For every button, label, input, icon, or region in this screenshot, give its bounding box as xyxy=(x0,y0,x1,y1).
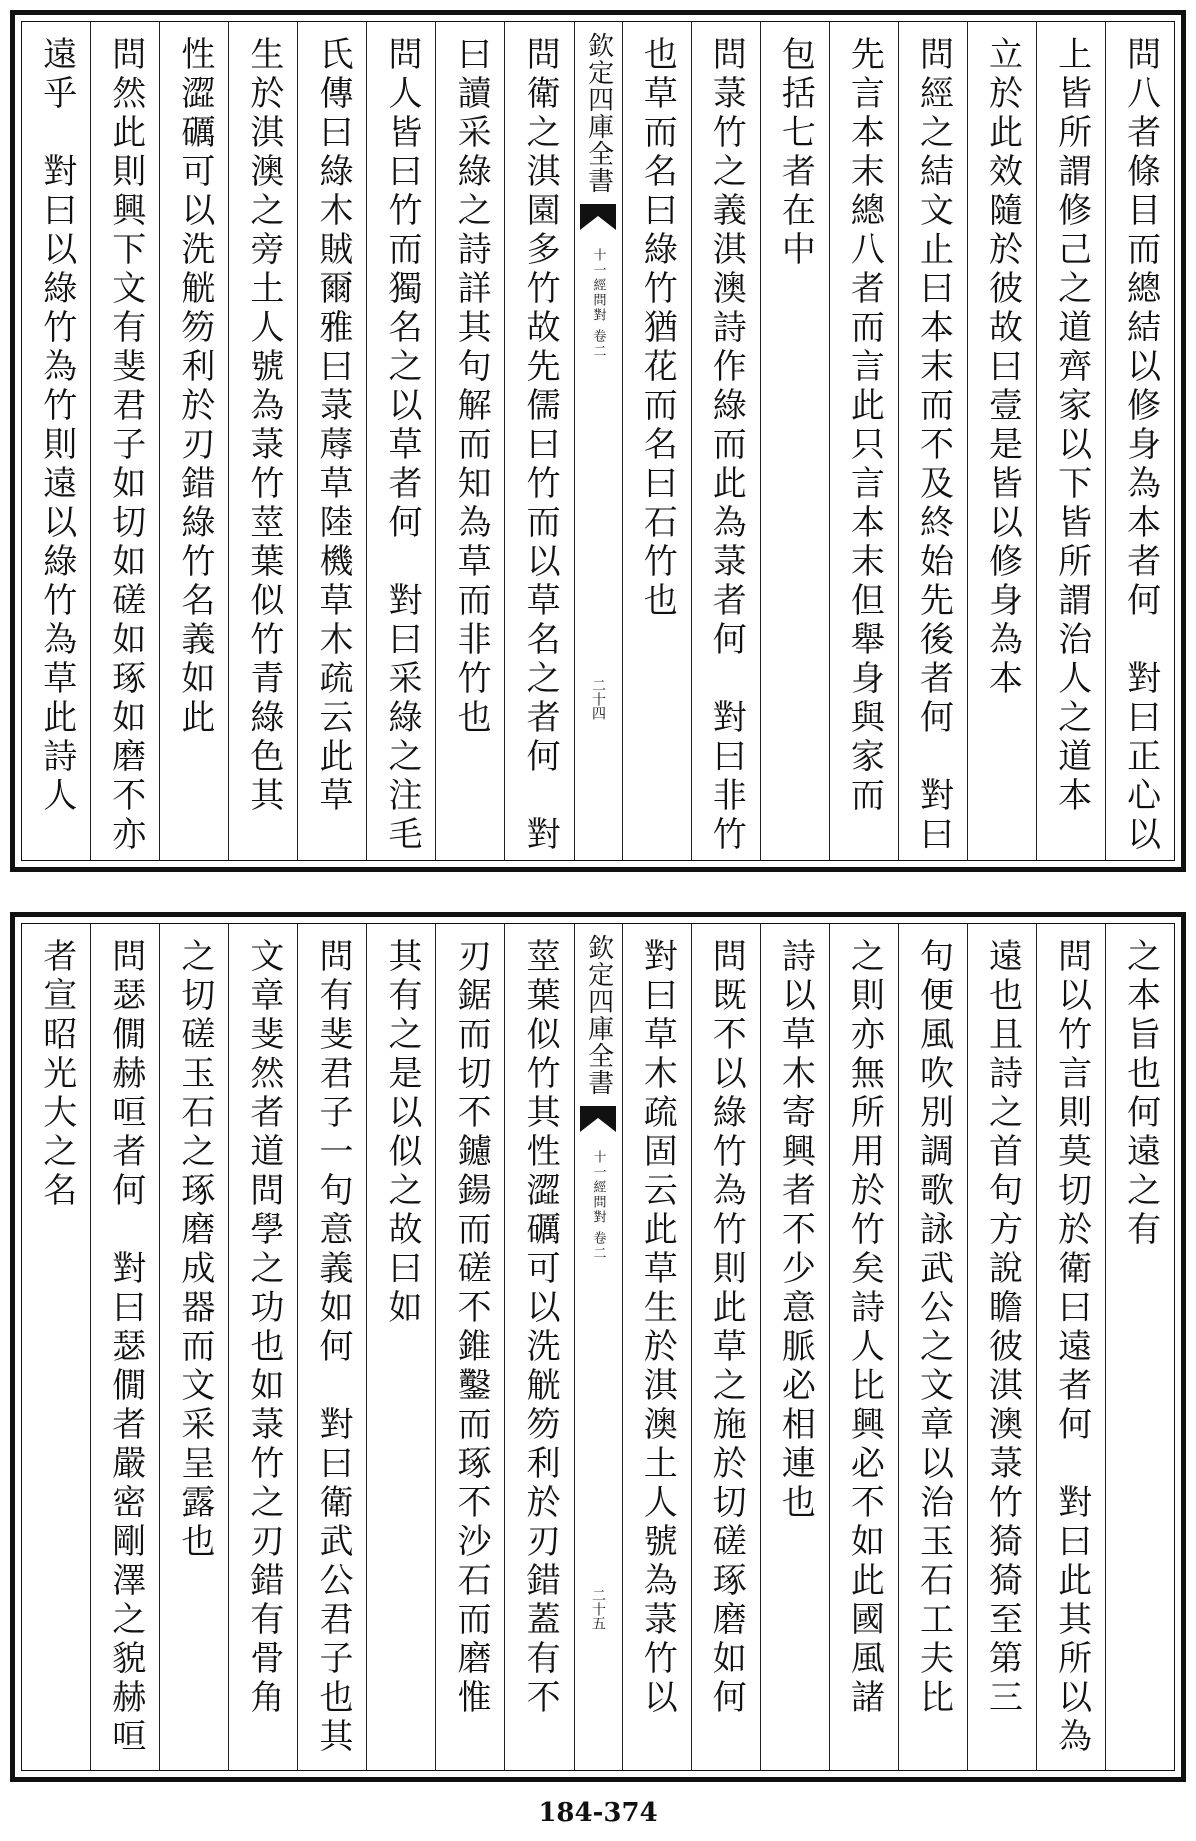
banner-meta: 十一經問對 卷二 xyxy=(590,1150,606,1262)
text-column: 問衛之淇園多竹故先儒曰竹而以草名之者何 對 xyxy=(504,22,573,860)
center-banner xyxy=(574,22,622,860)
text-column: 文章斐然者道問學之功也如菉竹之刃錯有骨角 xyxy=(228,924,297,1770)
center-banner xyxy=(574,924,622,1770)
text-column: 問人皆曰竹而獨名之以草者何 對曰采綠之注毛 xyxy=(366,22,435,860)
text-column: 問菉竹之義淇澳詩作綠而此為菉者何 對曰非竹 xyxy=(691,22,760,860)
text-column: 遠乎 對曰以綠竹為竹則遠以綠竹為草此詩人 xyxy=(36,36,77,816)
text-column: 問八者條目而總結以修身為本者何 對曰正心以 xyxy=(1105,22,1174,860)
text-column: 立於此效隨於彼故曰壹是皆以修身為本 xyxy=(967,22,1036,860)
text-column: 問然此則興下文有斐君子如切如磋如琢如磨不亦 xyxy=(90,22,159,860)
text-column: 氏傳曰綠木賊爾雅曰菉蓐草陸機草木疏云此草 xyxy=(297,22,366,860)
text-column: 句便風吹別調歌詠武公之文章以治玉石工夫比 xyxy=(898,924,967,1770)
text-column: 刃鋸而切不鑢鍚而磋不錐鑿而琢不沙石而磨惟 xyxy=(435,924,504,1770)
folio-number: 二十五 xyxy=(590,1588,606,1630)
text-column: 也草而名曰綠竹猶花而名曰石竹也 xyxy=(622,22,691,860)
text-column: 其有之是以似之故曰如 xyxy=(366,924,435,1770)
text-column: 之切磋玉石之琢磨成器而文采呈露也 xyxy=(159,924,228,1770)
text-column: 性澀礪可以洗觥笏利於刃錯綠竹名義如此 xyxy=(159,22,228,860)
text-column: 生於淇澳之旁土人號為菉竹莖葉似竹青綠色其 xyxy=(228,22,297,860)
text-column: 問以竹言則莫切於衛曰遠者何 對曰此其所以為 xyxy=(1036,924,1105,1770)
text-column: 上皆所謂修己之道齊家以下皆所謂治人之道本 xyxy=(1036,22,1105,860)
text-column: 之則亦無所用於竹矣詩人比興必不如此國風諸 xyxy=(829,924,898,1770)
fishtail-mark-icon xyxy=(580,204,616,230)
bottom-page-text-block xyxy=(21,923,1175,1771)
text-column: 莖葉似竹其性澀礪可以洗觥笏利於刃錯蓋有不 xyxy=(504,924,573,1770)
text-column: 先言本末總八者而言此只言本末但舉身與家而 xyxy=(829,22,898,860)
text-column: 問經之結文止曰本末而不及終始先後者何 對曰 xyxy=(898,22,967,860)
folio-number: 二十四 xyxy=(590,678,606,720)
text-column: 遠也且詩之首句方說瞻彼淇澳菉竹猗猗至第三 xyxy=(967,924,1036,1770)
text-column: 詩以草木寄興者不少意脈必相連也 xyxy=(760,924,829,1770)
banner-title: 欽定四庫全書 xyxy=(583,32,614,194)
text-column: 問既不以綠竹為竹則此草之施於切磋琢磨如何 xyxy=(691,924,760,1770)
page-number: 184-374 xyxy=(538,1798,658,1828)
banner-title: 欽定四庫全書 xyxy=(583,934,614,1096)
top-page-frame xyxy=(10,10,1186,872)
top-page-text-block xyxy=(21,21,1175,861)
text-column: 對曰草木疏固云此草生於淇澳土人號為菉竹以 xyxy=(622,924,691,1770)
text-column: 者宣昭光大之名 xyxy=(36,938,77,1211)
fishtail-mark-icon xyxy=(580,1106,616,1132)
banner-meta: 十一經問對 卷二 xyxy=(590,248,606,360)
text-column: 問有斐君子一句意義如何 對曰衛武公君子也其 xyxy=(297,924,366,1770)
text-column: 曰讀采綠之詩詳其句解而知為草而非竹也 xyxy=(435,22,504,860)
text-column: 包括七者在中 xyxy=(760,22,829,860)
bottom-page-frame xyxy=(10,912,1186,1782)
text-column: 之本旨也何遠之有 xyxy=(1105,924,1174,1770)
text-column: 問瑟僩赫咺者何 對曰瑟僩者嚴密剛澤之貌赫咺 xyxy=(90,924,159,1770)
